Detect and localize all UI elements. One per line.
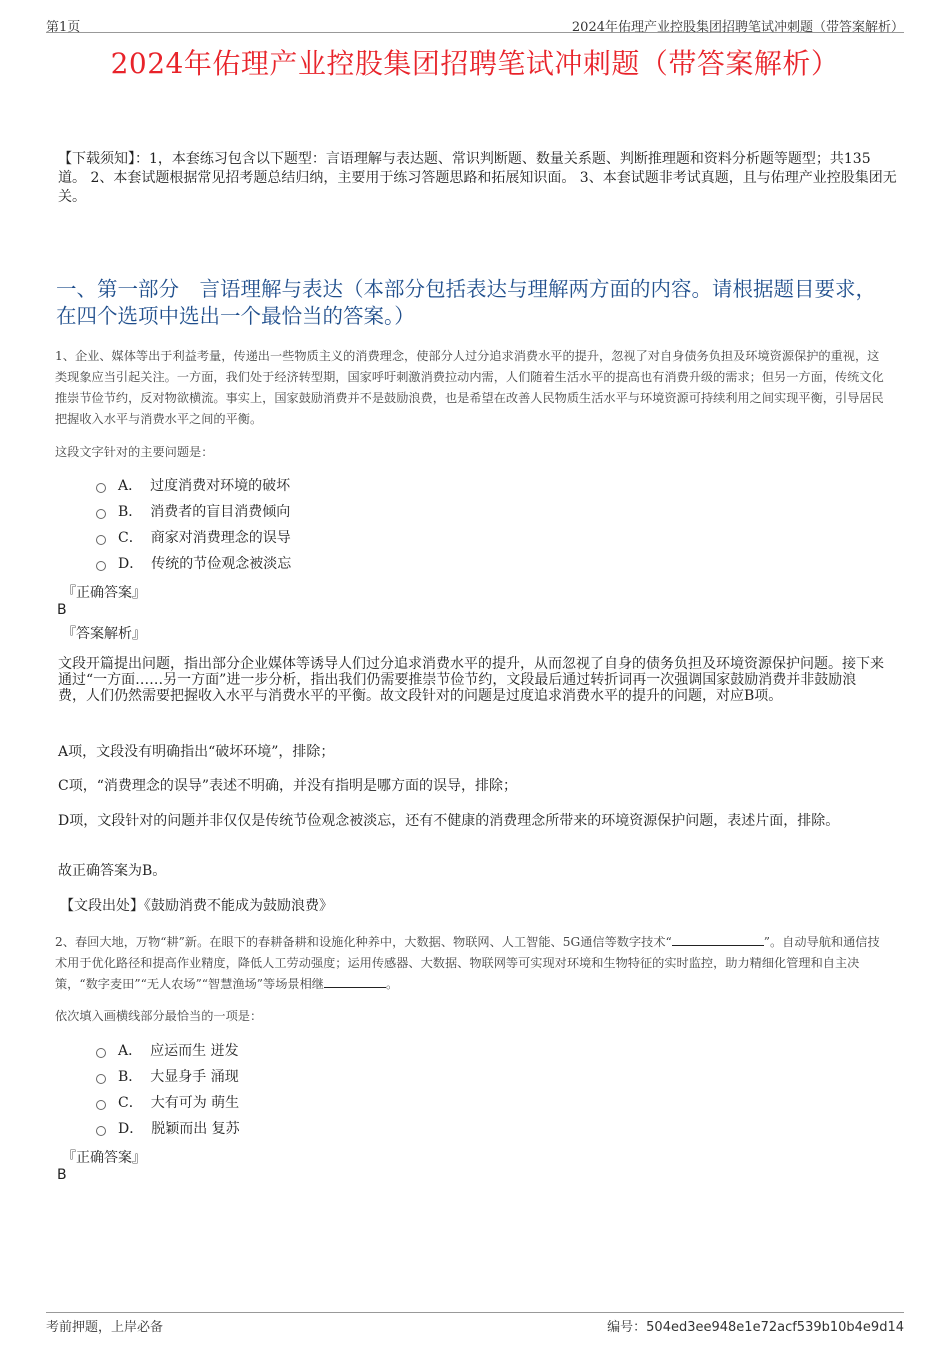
q2-option-d[interactable]: D． 脱颖而出 复苏 xyxy=(96,1116,240,1142)
q1-question: 这段文字针对的主要问题是： xyxy=(55,445,214,459)
q1-option-a[interactable]: A． 过度消费对环境的破坏 xyxy=(96,473,291,499)
page-header xyxy=(46,14,904,33)
q2-option-b[interactable]: B． 大显身手 涌现 xyxy=(96,1064,240,1090)
q2-option-a[interactable]: A． 应运而生 迸发 xyxy=(96,1038,240,1064)
radio-icon[interactable] xyxy=(96,1126,106,1136)
q1-analysis-main: 文段开篇提出问题，指出部分企业媒体等诱导人们过分追求消费水平的提升，从而忽视了自身的债务负担及环境资源保护问题。接下来通过“一方面……另一方面”进一步分析，指出我们仍需要推崇节俭节约，文段最后通过转折词再一次强调国家鼓励消费并非鼓励浪费，人们仍然需要把握收入水平与消费水平的平衡。故文段针对的问题是过度追求消费水平的提升的问题，对应B项。 xyxy=(58,656,884,704)
radio-icon[interactable] xyxy=(96,1074,106,1084)
q1-answer-label: 『正确答案』 xyxy=(62,585,146,601)
q2-options xyxy=(96,1038,240,1142)
q1-passage: 1、企业、媒体等出于利益考量，传递出一些物质主义的消费理念，使部分人过分追求消费水平的提升，忽视了对自身债务负担及环境资源保护的重视，这类现象应当引起关注。一方面，我们处于经济转型期，国家呼吁刺激消费拉动内需，人们随着生活水平的提高也有消费升级的需求；但另一方面，传统文化推崇节俭节约，反对物欲横流。事实上，国家鼓励消费并不是鼓励浪费，也是希望在改善人民物质生活水平与环境资源可持续利用之间实现平衡，引导居民把握收入水平与消费水平之间的平衡。 xyxy=(55,349,884,426)
radio-icon[interactable] xyxy=(96,1100,106,1110)
radio-icon[interactable] xyxy=(96,1048,106,1058)
page-title: 2024年佑理产业控股集团招聘笔试冲刺题（带答案解析） xyxy=(110,47,840,80)
page-footer xyxy=(46,1312,904,1335)
q2-passage: 2、春回大地，万物“耕”新。在眼下的春耕备耕和设施化种养中，大数据、物联网、人工智能、5G通信等数字技术“ ”。自动导航和通信技术用于优化路径和提高作业精度，降低人工劳动强度；运用传感器、大数据、物联网等可实现对环境和生物特征的实时监控，助力精细化管理和自主决策，“数字麦田”“无人农场”“智慧渔场”等场景相继 。 xyxy=(55,935,880,991)
q1-option-b[interactable]: B． 消费者的盲目消费倾向 xyxy=(96,499,291,525)
footer-slogan: 考前押题，上岸必备 xyxy=(46,1320,164,1335)
radio-icon[interactable] xyxy=(96,535,106,545)
q1-answer: B xyxy=(57,602,67,618)
section-heading: 一、第一部分 言语理解与表达（本部分包括表达与理解两方面的内容。请根据题目要求，在四个选项中选出一个最恰当的答案。） xyxy=(56,277,876,328)
q1-analysis-c: C项，“消费理念的误导”表述不明确，并没有指明是哪方面的误导，排除； xyxy=(58,778,518,794)
blank-1[interactable] xyxy=(672,935,764,946)
footer-code: 编号：504ed3ee948e1e72acf539b10b4e9d14 xyxy=(607,1320,904,1335)
q1-source: 【文段出处】《鼓励消费不能成为鼓励浪费》 xyxy=(60,898,333,914)
q1-option-d[interactable]: D． 传统的节俭观念被淡忘 xyxy=(96,551,291,577)
page-number: 第1页 xyxy=(46,20,81,35)
q2-question: 依次填入画横线部分最恰当的一项是： xyxy=(55,1009,263,1023)
q2-option-c[interactable]: C． 大有可为 萌生 xyxy=(96,1090,240,1116)
q1-option-c[interactable]: C． 商家对消费理念的误导 xyxy=(96,525,291,551)
q1-conclusion: 故正确答案为B。 xyxy=(58,863,167,879)
q1-analysis-label: 『答案解析』 xyxy=(62,626,146,642)
blank-2[interactable] xyxy=(324,977,386,988)
radio-icon[interactable] xyxy=(96,561,106,571)
q2-answer-label: 『正确答案』 xyxy=(62,1150,146,1166)
q1-analysis-d: D项，文段针对的问题并非仅仅是传统节俭观念被淡忘，还有不健康的消费理念所带来的环境资源保护问题，表述片面，排除。 xyxy=(58,813,840,829)
q2-answer: B xyxy=(57,1167,67,1183)
q1-options xyxy=(96,473,291,577)
radio-icon[interactable] xyxy=(96,509,106,519)
q1-analysis-a: A项，文段没有明确指出“破坏环境”，排除； xyxy=(58,744,335,760)
download-notice: 【下载须知】：1，本套练习包含以下题型：言语理解与表达题、常识判断题、数量关系题、判断推理题和资料分析题等题型；共135道。 2、本套试题根据常见招考题总结归纳，主要用于练习答题思路和拓展知识面。 3、本套试题非考试真题，且与佑理产业控股集团无关。 xyxy=(58,151,897,205)
header-doc-title: 2024年佑理产业控股集团招聘笔试冲刺题（带答案解析） xyxy=(571,20,904,35)
radio-icon[interactable] xyxy=(96,483,106,493)
